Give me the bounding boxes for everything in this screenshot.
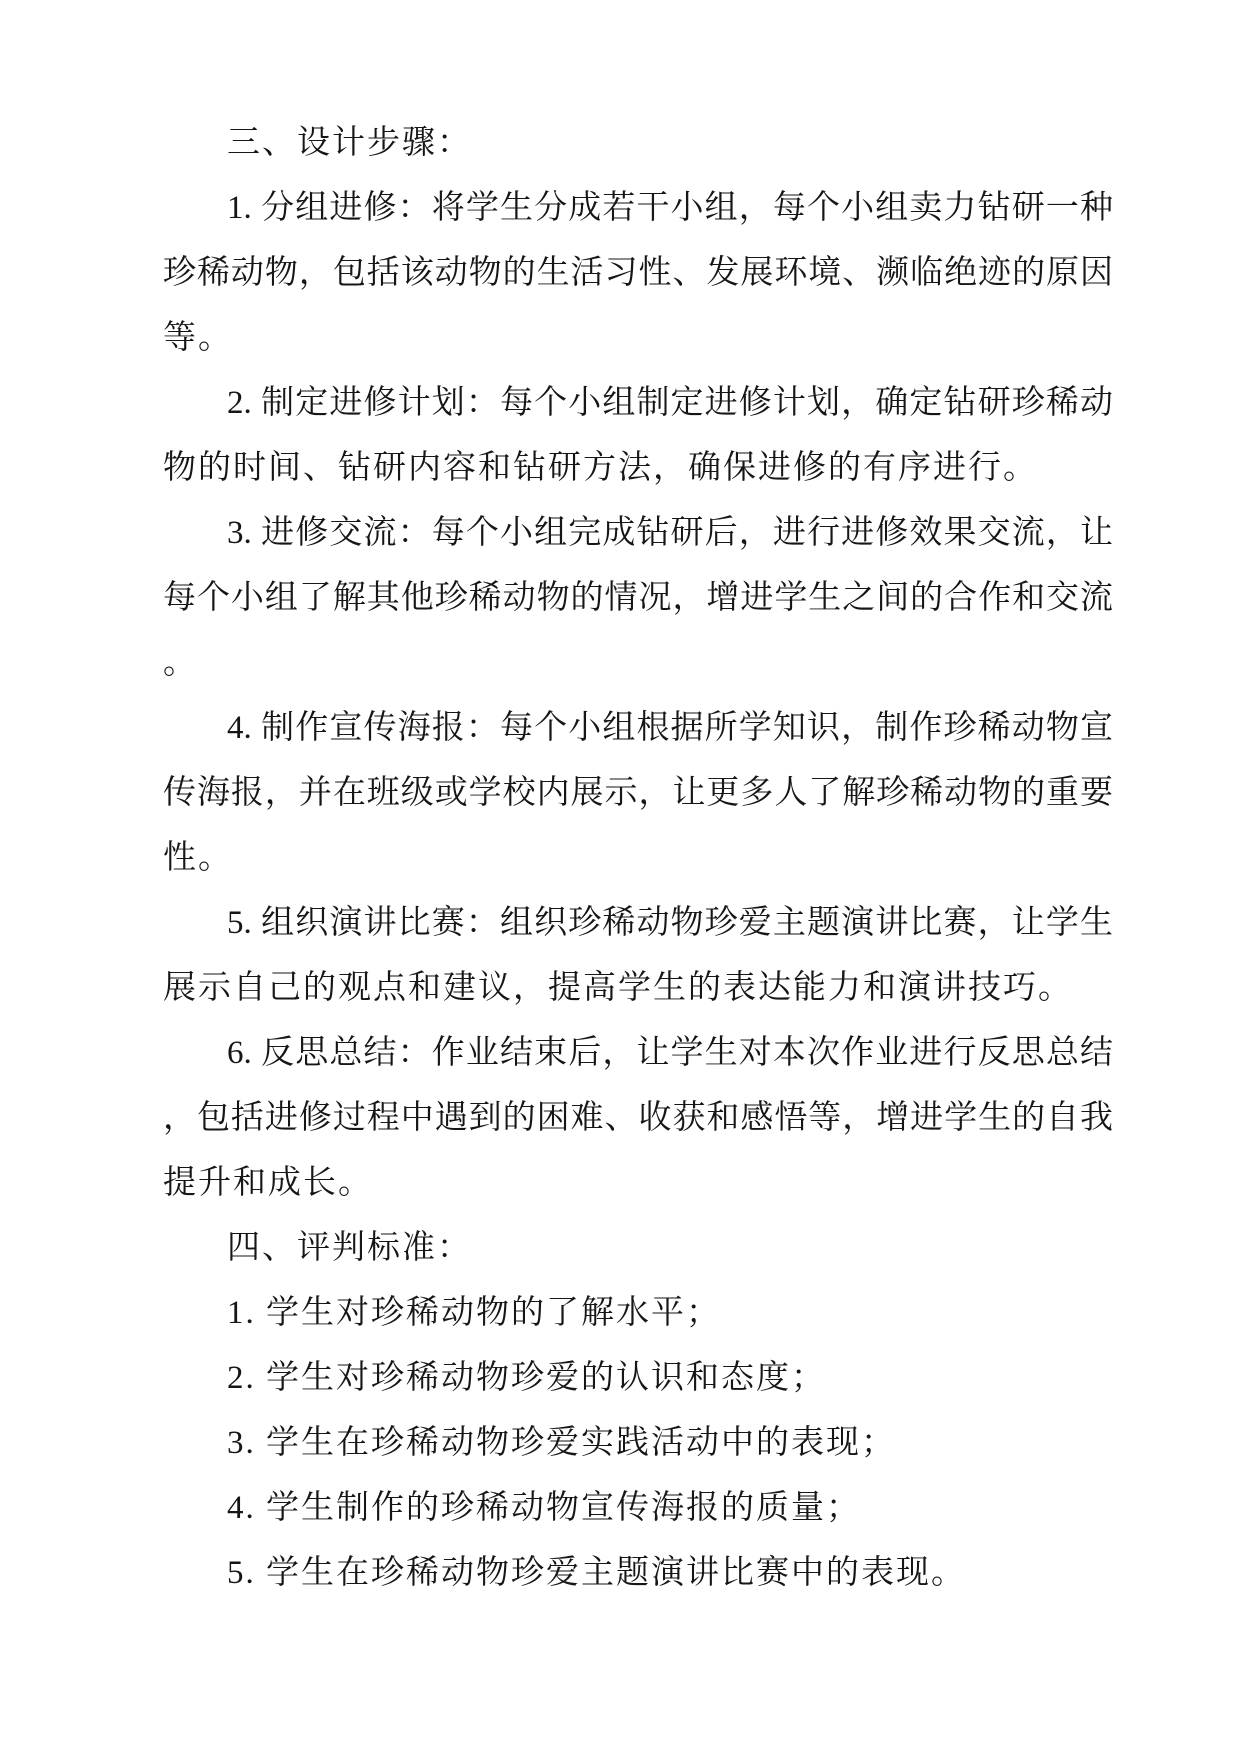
text-line: 。 (163, 645, 198, 681)
text-line: 2. 制定进修计划：每个小组制定进修计划，确定钻研珍稀动 (227, 385, 1113, 421)
text-line: 四、评判标准： (227, 1230, 472, 1266)
text-line: 4. 制作宣传海报：每个小组根据所学知识，制作珍稀动物宣 (227, 710, 1113, 746)
numbered-paragraph (163, 1281, 1113, 1346)
text-line: 每个小组了解其他珍稀动物的情况，增进学生之间的合作和交流 (163, 580, 1113, 616)
text-line: 3. 进修交流：每个小组完成钻研后，进行进修效果交流，让 (227, 515, 1113, 551)
text-line: 三、设计步骤： (227, 125, 472, 161)
text-line: 3. 学生在珍稀动物珍爱实践活动中的表现； (227, 1425, 896, 1461)
text-line: 1. 分组进修：将学生分成若干小组，每个小组卖力钻研一种 (227, 190, 1113, 226)
text-line: 等。 (163, 320, 233, 356)
numbered-paragraph (163, 371, 1113, 501)
text-line: 6. 反思总结：作业结束后，让学生对本次作业进行反思总结 (227, 1035, 1113, 1071)
numbered-paragraph (163, 501, 1113, 696)
text-line: 5. 学生在珍稀动物珍爱主题演讲比赛中的表现。 (227, 1555, 966, 1591)
text-line: 提升和成长。 (163, 1165, 373, 1201)
text-line: 珍稀动物，包括该动物的生活习性、发展环境、濒临绝迹的原因 (163, 255, 1113, 291)
text-line: 4. 学生制作的珍稀动物宣传海报的质量； (227, 1490, 861, 1526)
section-heading (163, 1216, 1113, 1281)
text-line: 2. 学生对珍稀动物珍爱的认识和态度； (227, 1360, 826, 1396)
numbered-paragraph (163, 1346, 1113, 1411)
numbered-paragraph (163, 1411, 1113, 1476)
numbered-paragraph (163, 176, 1113, 371)
section-heading (163, 111, 1113, 176)
numbered-paragraph (163, 1476, 1113, 1541)
text-line: 传海报，并在班级或学校内展示，让更多人了解珍稀动物的重要 (163, 775, 1113, 811)
numbered-paragraph (163, 696, 1113, 891)
text-line: ，包括进修过程中遇到的困难、收获和感悟等，增进学生的自我 (163, 1100, 1113, 1136)
text-line: 1. 学生对珍稀动物的了解水平； (227, 1295, 721, 1331)
document-body (163, 111, 1113, 1606)
text-line: 5. 组织演讲比赛：组织珍稀动物珍爱主题演讲比赛，让学生 (227, 905, 1113, 941)
numbered-paragraph (163, 891, 1113, 1021)
numbered-paragraph (163, 1541, 1113, 1606)
text-line: 性。 (163, 840, 233, 876)
numbered-paragraph (163, 1021, 1113, 1216)
text-line: 展示自己的观点和建议，提高学生的表达能力和演讲技巧。 (163, 970, 1073, 1006)
text-line: 物的时间、钻研内容和钻研方法，确保进修的有序进行。 (163, 450, 1038, 486)
